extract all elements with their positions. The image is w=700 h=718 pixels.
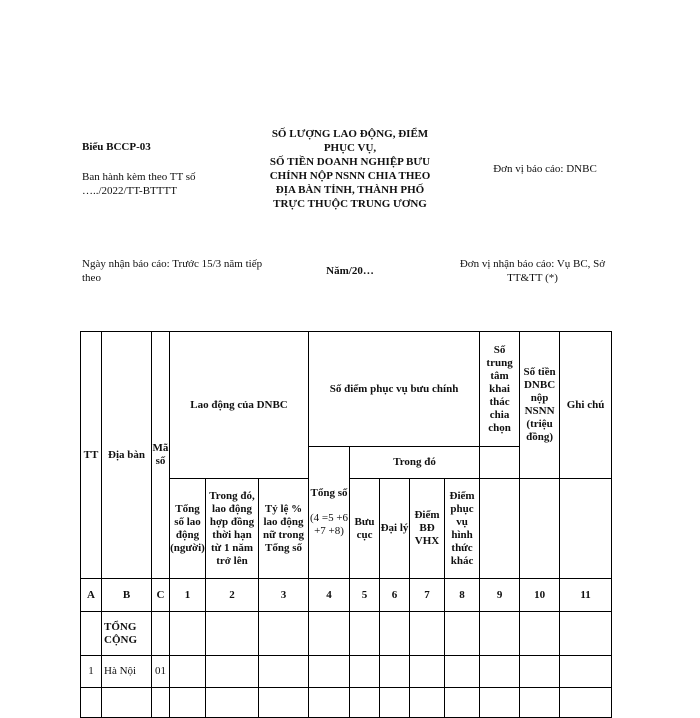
index-cell: A <box>81 579 102 612</box>
title-line: ĐỊA BÀN TỈNH, THÀNH PHỐ <box>275 184 425 196</box>
header-khac: Điểm phục vụ hình thức khác <box>445 479 480 579</box>
header-blank-3 <box>520 479 560 579</box>
receiving-unit: Đơn vị nhận báo cáo: Vụ BC, Sở TT&TT (*) <box>459 258 606 284</box>
header-ghi-chu: Ghi chú <box>560 332 612 479</box>
index-cell: 9 <box>480 579 520 612</box>
row-dia-ban: Hà Nội <box>102 656 152 688</box>
index-cell: 10 <box>520 579 560 612</box>
total-row <box>81 612 612 656</box>
report-receipt-date: Ngày nhận báo cáo: Trước 15/3 năm tiếp theo <box>82 258 263 284</box>
index-cell: 5 <box>350 579 380 612</box>
index-cell: 6 <box>380 579 410 612</box>
report-year: Năm/20… <box>326 265 374 277</box>
header-trong-do: Trong đó <box>350 447 480 479</box>
header-ty-le: Tỷ lệ % lao động nữ trong Tổng số <box>259 479 309 579</box>
report-table <box>80 331 612 718</box>
table-row <box>81 688 612 718</box>
index-cell: 1 <box>170 579 206 612</box>
index-cell: 2 <box>206 579 259 612</box>
header-formula: (4 =5 +6 +7 +8) <box>309 512 349 537</box>
header-blank-4 <box>560 479 612 579</box>
header-ma-so: Mã số <box>152 332 170 579</box>
title-line: SỐ LƯỢNG LAO ĐỘNG, ĐIỂM <box>271 128 429 140</box>
header-trung-tam: Số trung tâm khai thác chia chọn <box>480 332 520 447</box>
index-cell: 8 <box>445 579 480 612</box>
index-cell: 4 <box>309 579 350 612</box>
header-tt: TT <box>81 332 102 579</box>
header-tong-so-ld: Tổng số lao động (người) <box>170 479 206 579</box>
header-tong-so-diem <box>309 447 350 579</box>
issued-with-circular: Ban hành kèm theo TT số …../2022/TT-BTTTT <box>82 171 196 197</box>
total-label: TỔNG CỘNG <box>102 612 152 656</box>
title-line: CHÍNH NỘP NSNN CHIA THEO <box>269 170 431 182</box>
header-tong-so-label: Tổng số <box>310 487 348 499</box>
form-code: Biểu BCCP-03 <box>82 141 151 153</box>
header-blank-2 <box>480 479 520 579</box>
header-dai-ly: Đại lý <box>380 479 410 579</box>
title-line: PHỤC VỤ, <box>323 142 377 154</box>
index-cell: 3 <box>259 579 309 612</box>
row-tt: 1 <box>81 656 102 688</box>
index-row <box>81 579 612 612</box>
header-dia-ban: Địa bàn <box>102 332 152 579</box>
header-so-tien: Số tiền DNBC nộp NSNN (triệu đồng) <box>520 332 560 479</box>
header-lao-dong: Lao động của DNBC <box>170 332 309 479</box>
title-line: SỐ TIỀN DOANH NGHIỆP BƯU <box>269 156 431 168</box>
header-blank-1 <box>480 447 520 479</box>
index-cell: C <box>152 579 170 612</box>
reporting-unit: Đơn vị báo cáo: DNBC <box>493 163 597 175</box>
header-diem-phuc-vu: Số điểm phục vụ bưu chính <box>309 332 480 447</box>
header-buu-cuc: Bưu cục <box>350 479 380 579</box>
index-cell: 11 <box>560 579 612 612</box>
table-row <box>81 656 612 688</box>
header-hop-dong: Trong đó, lao động hợp đồng thời hạn từ 1 năm trở lên <box>206 479 259 579</box>
row-ma-so: 01 <box>152 656 170 688</box>
index-cell: B <box>102 579 152 612</box>
index-cell: 7 <box>410 579 445 612</box>
title-line: TRỰC THUỘC TRUNG ƯƠNG <box>273 198 427 210</box>
document-title <box>250 127 450 211</box>
header-diem-bd: Điểm BĐ VHX <box>410 479 445 579</box>
